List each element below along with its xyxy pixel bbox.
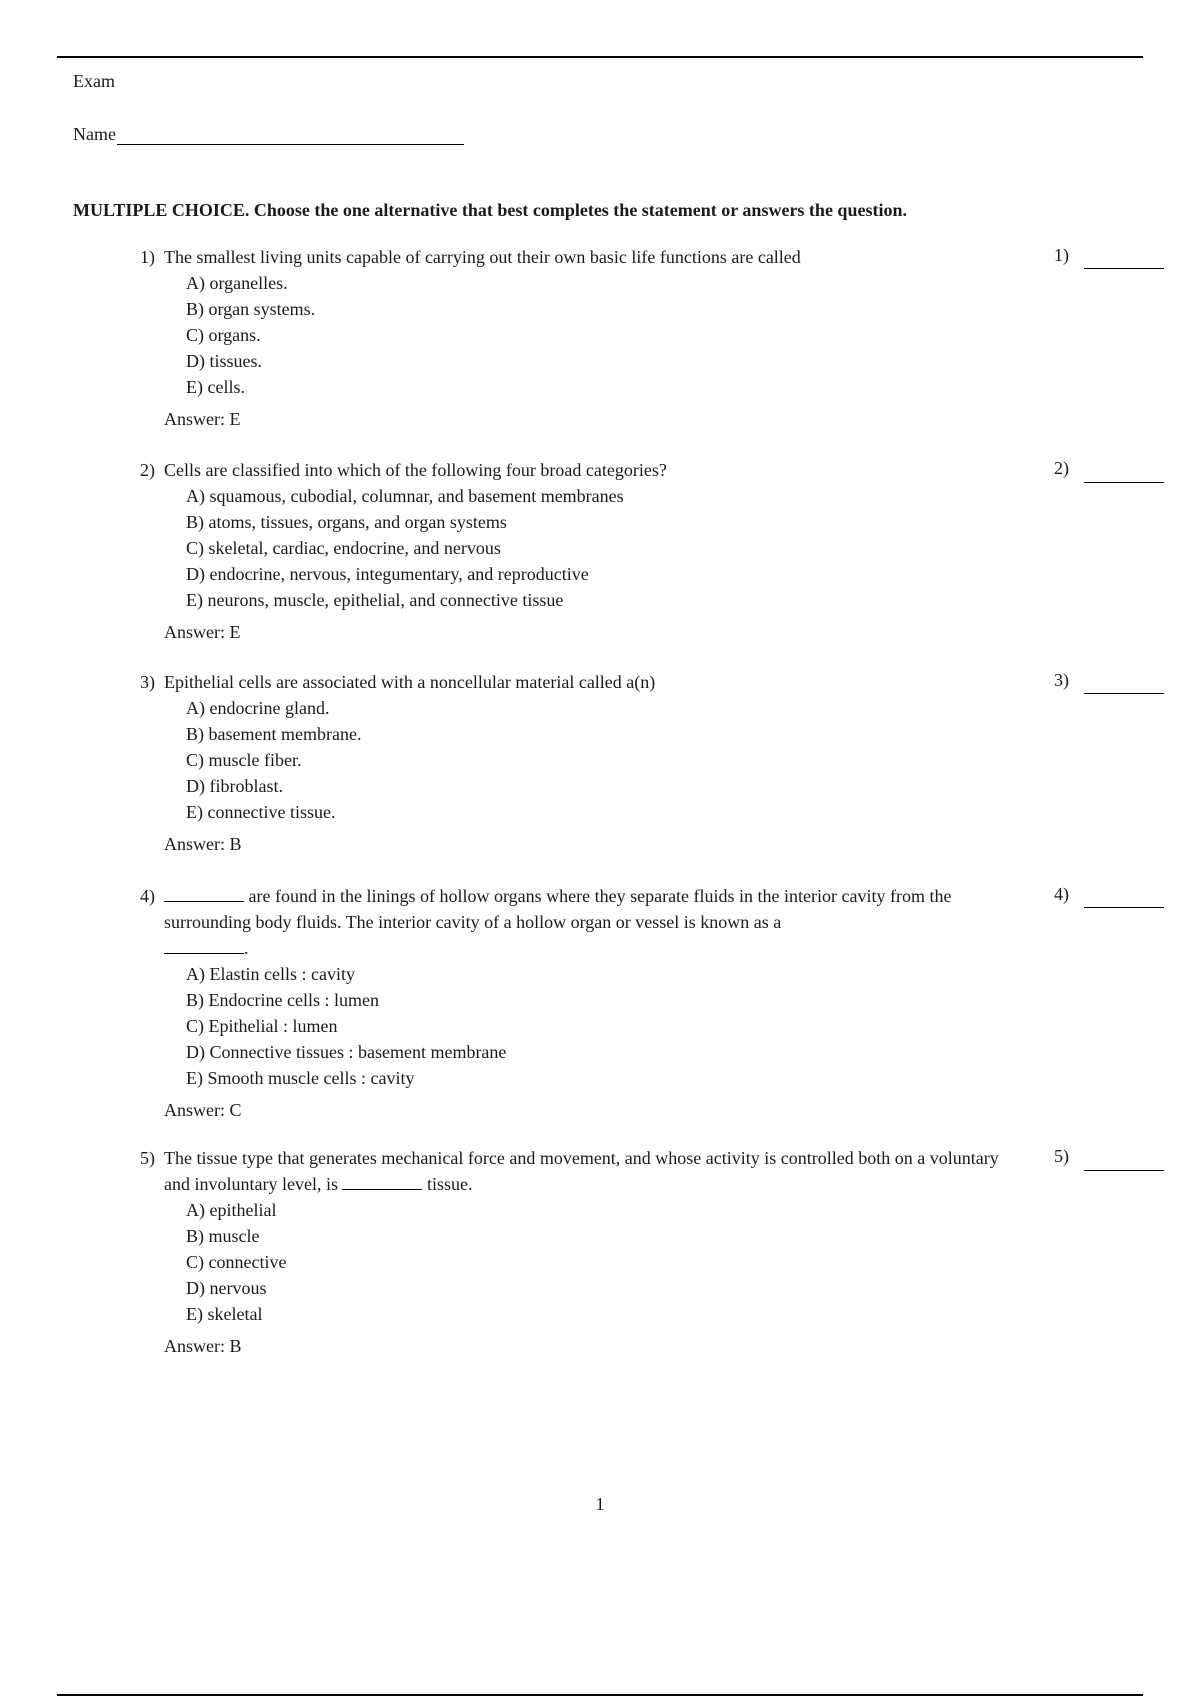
- choice-d[interactable]: D) nervous: [186, 1278, 267, 1298]
- question-stem-part1: The tissue type that generates mechanical force and movement, and whose activity is controlled both on a voluntary and involuntary level, is: [164, 1148, 999, 1194]
- section-instructions: MULTIPLE CHOICE. Choose the one alternative that best completes the statement or answers the question.: [73, 200, 907, 220]
- answer-blank-3[interactable]: [1084, 693, 1164, 694]
- choice-c[interactable]: C) Epithelial : lumen: [186, 1016, 338, 1036]
- question-number: 5): [140, 1148, 155, 1168]
- choice-list: [140, 1197, 1160, 1327]
- name-field-row: [73, 124, 464, 145]
- choice-a[interactable]: A) endocrine gland.: [186, 698, 330, 718]
- fill-in-blank: [342, 1173, 422, 1190]
- choice-e[interactable]: E) neurons, muscle, epithelial, and connective tissue: [186, 590, 564, 610]
- choice-e[interactable]: E) Smooth muscle cells : cavity: [186, 1068, 415, 1088]
- question-number: 3): [140, 672, 155, 692]
- choice-b[interactable]: B) Endocrine cells : lumen: [186, 990, 379, 1010]
- choice-d[interactable]: D) Connective tissues : basement membrane: [186, 1042, 507, 1062]
- choice-a[interactable]: A) squamous, cubodial, columnar, and basement membranes: [186, 486, 624, 506]
- fill-in-blank: [164, 937, 244, 954]
- choice-d[interactable]: D) tissues.: [186, 351, 262, 371]
- answer-blank-number-5: 5): [1054, 1146, 1069, 1166]
- question-number: 2): [140, 460, 155, 480]
- choice-b[interactable]: B) organ systems.: [186, 299, 316, 319]
- question-4: [140, 883, 1160, 1123]
- answer-key: Answer: E: [164, 409, 241, 429]
- choice-c[interactable]: C) organs.: [186, 325, 261, 345]
- choice-a[interactable]: A) epithelial: [186, 1200, 277, 1220]
- choice-c[interactable]: C) muscle fiber.: [186, 750, 302, 770]
- choice-a[interactable]: A) organelles.: [186, 273, 288, 293]
- answer-blank-number-2: 2): [1054, 458, 1069, 478]
- fill-in-blank: [164, 885, 244, 902]
- question-5: [140, 1145, 1160, 1359]
- choice-list: [140, 695, 1160, 825]
- answer-blank-5[interactable]: [1084, 1170, 1164, 1171]
- choice-list: [140, 270, 1160, 400]
- answer-blank-4[interactable]: [1084, 907, 1164, 908]
- answer-blank-1[interactable]: [1084, 268, 1164, 269]
- answer-blank-2[interactable]: [1084, 482, 1164, 483]
- question-stem-part2: tissue.: [422, 1174, 473, 1194]
- question-stem-part2: .: [244, 938, 249, 958]
- choice-e[interactable]: E) cells.: [186, 377, 245, 397]
- answer-blank-number-1: 1): [1054, 245, 1069, 265]
- question-stem: Epithelial cells are associated with a noncellular material called a(n): [164, 672, 656, 692]
- choice-list: [140, 961, 1160, 1091]
- page-number: 1: [595, 1494, 605, 1514]
- question-number: 1): [140, 247, 155, 267]
- bottom-rule: [57, 1694, 1143, 1696]
- question-stem-part1: are found in the linings of hollow organs where they separate fluids in the interior cavity from the surrounding body fluids. The interior cavity of a hollow organ or vessel is known as a: [164, 886, 952, 932]
- answer-key: Answer: C: [164, 1100, 242, 1120]
- answer-blank-number-3: 3): [1054, 670, 1069, 690]
- name-label: Name: [73, 124, 116, 144]
- choice-list: [140, 483, 1160, 613]
- choice-d[interactable]: D) endocrine, nervous, integumentary, and reproductive: [186, 564, 589, 584]
- choice-e[interactable]: E) connective tissue.: [186, 802, 336, 822]
- question-stem: The smallest living units capable of carrying out their own basic life functions are called: [164, 247, 801, 267]
- choice-b[interactable]: B) basement membrane.: [186, 724, 362, 744]
- answer-key: Answer: B: [164, 834, 242, 854]
- choice-d[interactable]: D) fibroblast.: [186, 776, 283, 796]
- choice-b[interactable]: B) muscle: [186, 1226, 260, 1246]
- question-number: 4): [140, 886, 155, 906]
- choice-e[interactable]: E) skeletal: [186, 1304, 263, 1324]
- choice-c[interactable]: C) skeletal, cardiac, endocrine, and nervous: [186, 538, 501, 558]
- question-stem: Cells are classified into which of the following four broad categories?: [164, 460, 667, 480]
- choice-c[interactable]: C) connective: [186, 1252, 287, 1272]
- name-input-line[interactable]: [117, 126, 464, 145]
- question-3: [140, 669, 1160, 857]
- answer-key: Answer: B: [164, 1336, 242, 1356]
- answer-blank-number-4: 4): [1054, 884, 1069, 904]
- exam-title: Exam: [73, 71, 115, 91]
- question-1: [140, 244, 1160, 432]
- choice-a[interactable]: A) Elastin cells : cavity: [186, 964, 355, 984]
- question-2: [140, 457, 1160, 645]
- choice-b[interactable]: B) atoms, tissues, organs, and organ systems: [186, 512, 507, 532]
- top-rule: [57, 56, 1143, 58]
- answer-key: Answer: E: [164, 622, 241, 642]
